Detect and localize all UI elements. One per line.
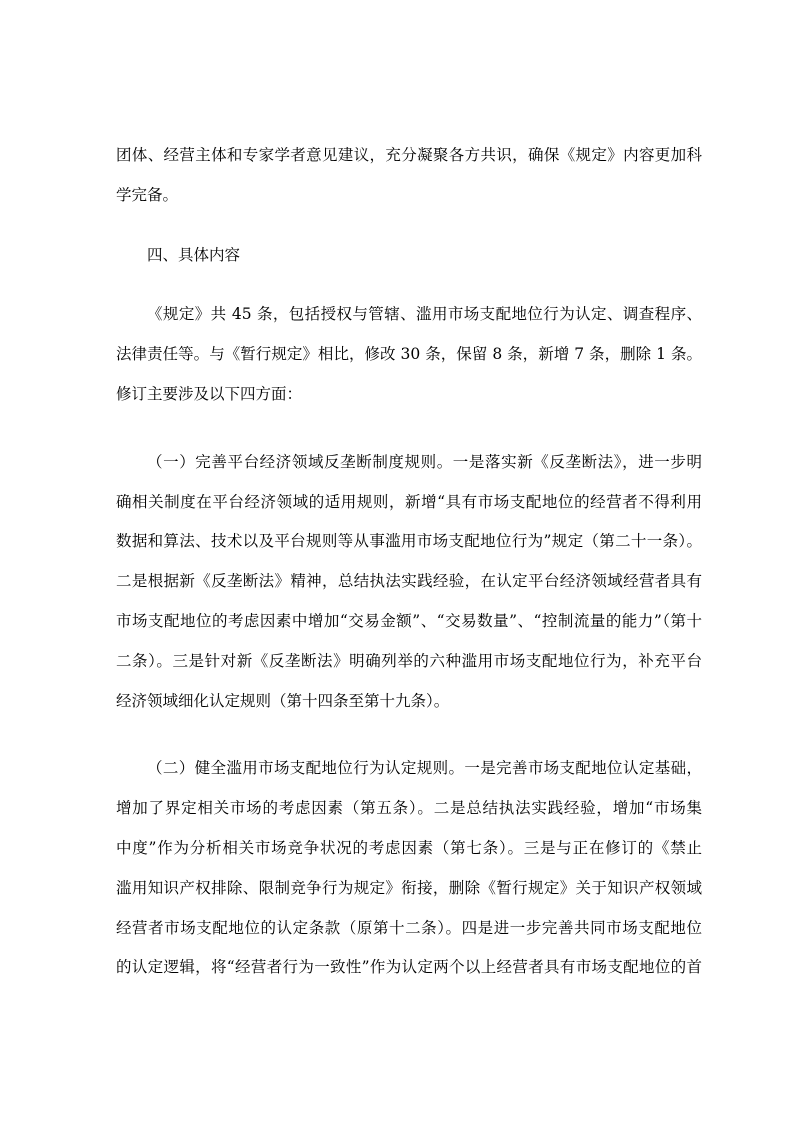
paragraph-3-line-3: 修订主要涉及以下四方面： [116,385,303,403]
paragraph-1-line-1: 团体、经营主体和专家学者意见建议，充分凝聚各方共识，确保《规定》内容更加科 [116,146,702,164]
paragraph-4-line-7: 经济领域细化认定规则（第十四条至第十九条）。 [116,692,450,710]
paragraph-4-line-2: 确相关制度在平台经济领域的适用规则，新增“具有市场支配地位的经营者不得利用 [116,493,702,511]
paragraph-5-line-1: （二）健全滥用市场支配地位行为认定规则。一是完善市场支配地位认定基础， [147,759,702,777]
paragraph-1-line-2: 学完备。 [116,186,179,204]
paragraph-5-line-4: 滥用知识产权排除、限制竞争行为规定》衔接，删除《暂行规定》关于知识产权领域 [116,879,702,897]
paragraph-3-line-1: 《规定》共 45 条，包括授权与管辖、滥用市场支配地位行为认定、调查程序、 [147,305,702,323]
paragraph-4-line-1: （一）完善平台经济领域反垄断制度规则。一是落实新《反垄断法》，进一步明 [147,453,702,471]
paragraph-5-line-5: 经营者市场支配地位的认定条款（原第十二条）。四是进一步完善共同市场支配地位 [116,919,702,937]
paragraph-4-line-4: 二是根据新《反垄断法》精神，总结执法实践经验，在认定平台经济领域经营者具有 [116,572,702,590]
paragraph-5-line-2: 增加了界定相关市场的考虑因素（第五条）。二是总结执法实践经验，增加“市场集 [116,799,702,817]
paragraph-3-line-2: 法律责任等。与《暂行规定》相比，修改 30 条，保留 8 条，新增 7 条，删除 1 条。 [116,345,702,363]
paragraph-5-line-6: 的认定逻辑，将“经营者行为一致性”作为认定两个以上经营者具有市场支配地位的首 [116,958,702,976]
paragraph-4-line-5: 市场支配地位的考虑因素中增加“交易金额”、“交易数量”、“控制流量的能力”（第十 [116,612,702,630]
paragraph-5-line-3: 中度”作为分析相关市场竞争状况的考虑因素（第七条）。三是与正在修订的《禁止 [116,839,702,857]
section-heading: 四、具体内容 [147,246,241,264]
paragraph-4-line-6: 二条）。三是针对新《反垄断法》明确列举的六种滥用市场支配地位行为，补充平台 [116,652,702,670]
paragraph-4-line-3: 数据和算法、技术以及平台规则等从事滥用市场支配地位行为”规定（第二十一条）。 [116,532,702,550]
